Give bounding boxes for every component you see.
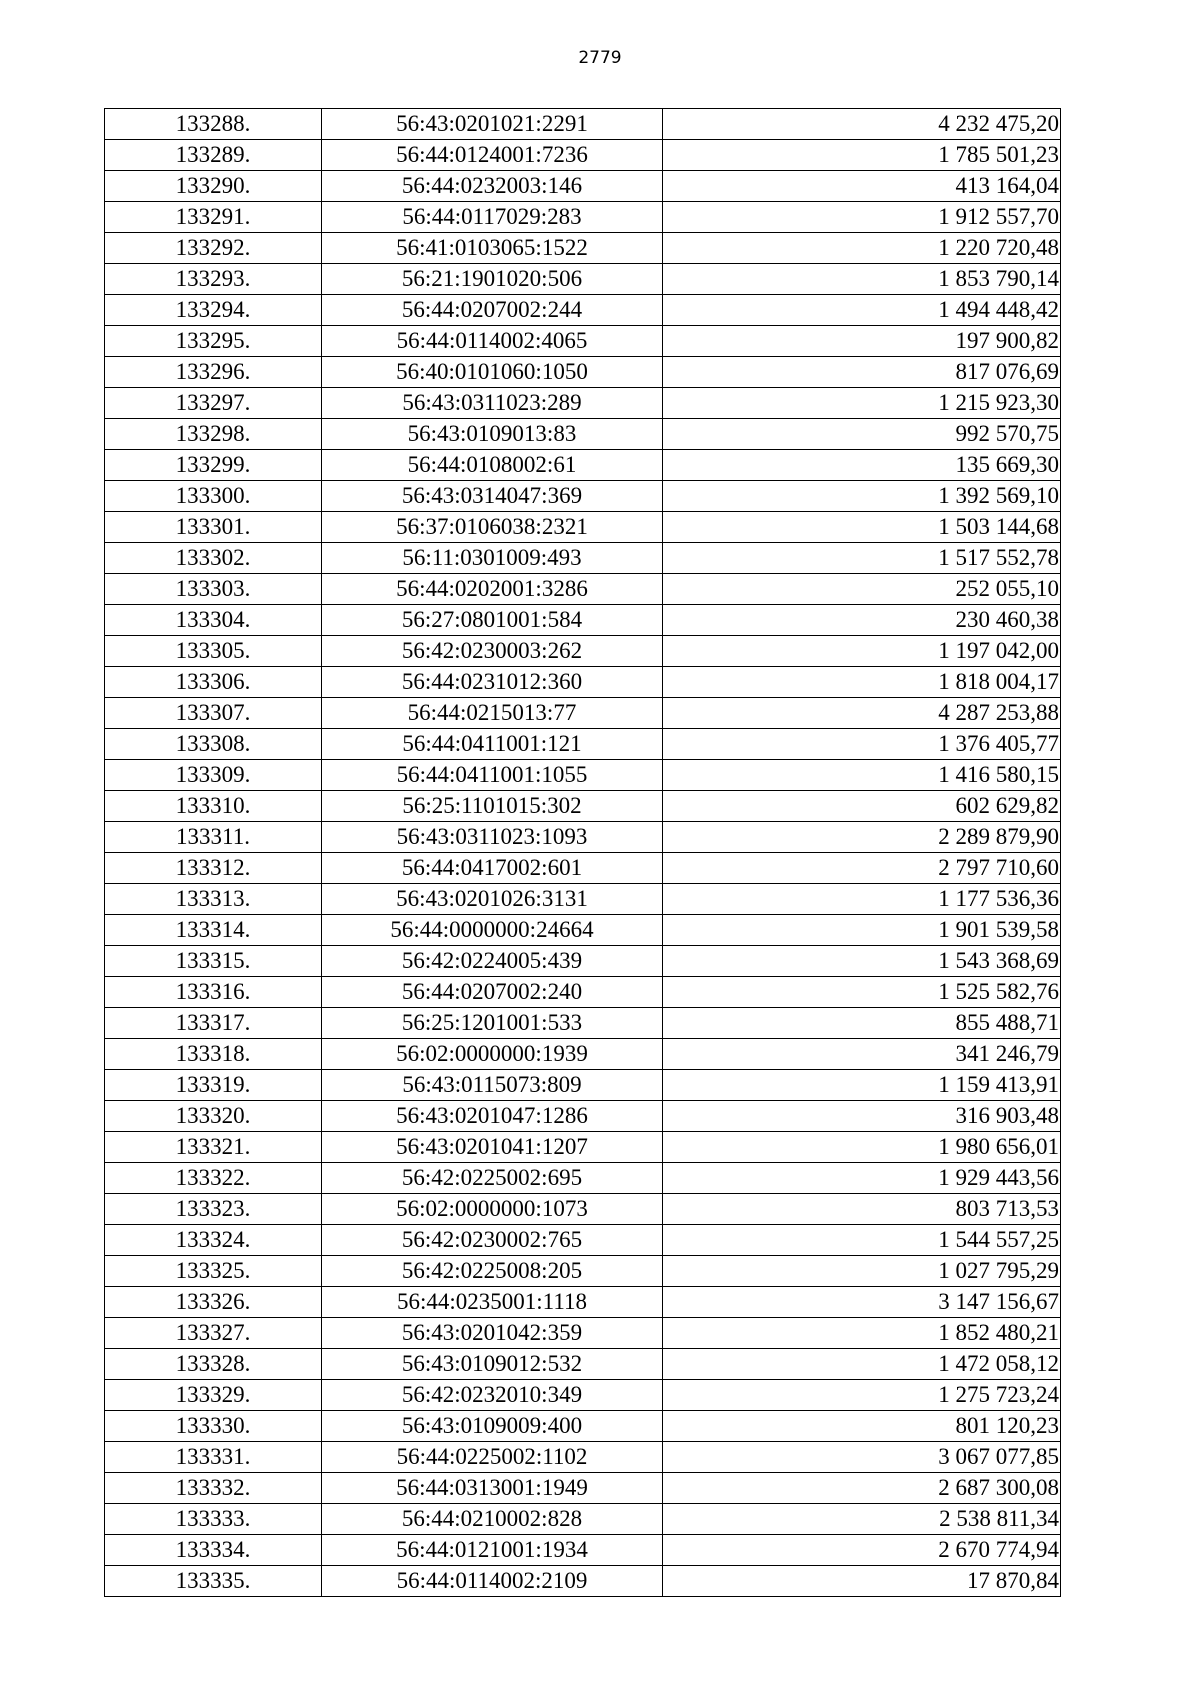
cadastral-number-cell: 56:44:0215013:77 (322, 698, 663, 729)
cadastral-value-cell: 817 076,69 (663, 357, 1061, 388)
cadastral-number-cell: 56:43:0314047:369 (322, 481, 663, 512)
cadastral-number-cell: 56:44:0117029:283 (322, 202, 663, 233)
table-row (105, 1442, 1061, 1473)
cadastral-value-cell: 3 067 077,85 (663, 1442, 1061, 1473)
cadastral-value-cell: 230 460,38 (663, 605, 1061, 636)
table-row (105, 450, 1061, 481)
table-body (105, 109, 1061, 1597)
table-row (105, 760, 1061, 791)
row-number-cell: 133327. (105, 1318, 322, 1349)
cadastral-number-cell: 56:27:0801001:584 (322, 605, 663, 636)
cadastral-number-cell: 56:43:0311023:289 (322, 388, 663, 419)
row-number-cell: 133310. (105, 791, 322, 822)
row-number-cell: 133299. (105, 450, 322, 481)
cadastral-value-cell: 3 147 156,67 (663, 1287, 1061, 1318)
cadastral-number-cell: 56:42:0225002:695 (322, 1163, 663, 1194)
cadastral-number-cell: 56:44:0411001:1055 (322, 760, 663, 791)
table-row (105, 1411, 1061, 1442)
table-row (105, 791, 1061, 822)
row-number-cell: 133329. (105, 1380, 322, 1411)
cadastral-number-cell: 56:44:0231012:360 (322, 667, 663, 698)
cadastral-number-cell: 56:25:1101015:302 (322, 791, 663, 822)
row-number-cell: 133311. (105, 822, 322, 853)
cadastral-number-cell: 56:44:0114002:4065 (322, 326, 663, 357)
page-number: 2779 (578, 48, 622, 68)
cadastral-number-cell: 56:02:0000000:1073 (322, 1194, 663, 1225)
table-row (105, 233, 1061, 264)
table-row (105, 357, 1061, 388)
cadastral-number-cell: 56:43:0109012:532 (322, 1349, 663, 1380)
cadastral-number-cell: 56:37:0106038:2321 (322, 512, 663, 543)
cadastral-number-cell: 56:42:0230002:765 (322, 1225, 663, 1256)
cadastral-value-cell: 1 929 443,56 (663, 1163, 1061, 1194)
row-number-cell: 133304. (105, 605, 322, 636)
cadastral-value-cell: 1 027 795,29 (663, 1256, 1061, 1287)
cadastral-number-cell: 56:40:0101060:1050 (322, 357, 663, 388)
table-row (105, 1349, 1061, 1380)
row-number-cell: 133318. (105, 1039, 322, 1070)
row-number-cell: 133315. (105, 946, 322, 977)
row-number-cell: 133320. (105, 1101, 322, 1132)
table-row (105, 605, 1061, 636)
cadastral-number-cell: 56:41:0103065:1522 (322, 233, 663, 264)
table-row (105, 977, 1061, 1008)
row-number-cell: 133330. (105, 1411, 322, 1442)
row-number-cell: 133309. (105, 760, 322, 791)
cadastral-value-cell: 801 120,23 (663, 1411, 1061, 1442)
cadastral-value-cell: 1 525 582,76 (663, 977, 1061, 1008)
cadastral-number-cell: 56:42:0225008:205 (322, 1256, 663, 1287)
cadastral-value-cell: 4 232 475,20 (663, 109, 1061, 140)
table-row (105, 915, 1061, 946)
cadastral-value-cell: 1 392 569,10 (663, 481, 1061, 512)
table-row (105, 667, 1061, 698)
cadastral-number-cell: 56:44:0417002:601 (322, 853, 663, 884)
cadastral-value-cell: 992 570,75 (663, 419, 1061, 450)
cadastral-number-cell: 56:43:0109009:400 (322, 1411, 663, 1442)
row-number-cell: 133323. (105, 1194, 322, 1225)
row-number-cell: 133306. (105, 667, 322, 698)
cadastral-value-cell: 1 912 557,70 (663, 202, 1061, 233)
table-row (105, 1194, 1061, 1225)
row-number-cell: 133324. (105, 1225, 322, 1256)
row-number-cell: 133290. (105, 171, 322, 202)
cadastral-value-cell: 135 669,30 (663, 450, 1061, 481)
row-number-cell: 133317. (105, 1008, 322, 1039)
cadastral-value-cell: 1 544 557,25 (663, 1225, 1061, 1256)
cadastral-value-cell: 17 870,84 (663, 1566, 1061, 1597)
cadastral-number-cell: 56:43:0109013:83 (322, 419, 663, 450)
cadastral-number-cell: 56:43:0201047:1286 (322, 1101, 663, 1132)
table-row (105, 884, 1061, 915)
cadastral-number-cell: 56:43:0201026:3131 (322, 884, 663, 915)
cadastral-value-cell: 1 416 580,15 (663, 760, 1061, 791)
cadastral-number-cell: 56:44:0210002:828 (322, 1504, 663, 1535)
cadastral-value-cell: 341 246,79 (663, 1039, 1061, 1070)
row-number-cell: 133326. (105, 1287, 322, 1318)
table-row (105, 1070, 1061, 1101)
table-row (105, 698, 1061, 729)
table-row (105, 853, 1061, 884)
cadastral-value-cell: 413 164,04 (663, 171, 1061, 202)
cadastral-value-cell: 316 903,48 (663, 1101, 1061, 1132)
row-number-cell: 133316. (105, 977, 322, 1008)
row-number-cell: 133312. (105, 853, 322, 884)
cadastral-value-cell: 1 376 405,77 (663, 729, 1061, 760)
row-number-cell: 133297. (105, 388, 322, 419)
cadastral-value-cell: 1 215 923,30 (663, 388, 1061, 419)
row-number-cell: 133332. (105, 1473, 322, 1504)
cadastral-value-cell: 2 670 774,94 (663, 1535, 1061, 1566)
row-number-cell: 133322. (105, 1163, 322, 1194)
row-number-cell: 133325. (105, 1256, 322, 1287)
row-number-cell: 133313. (105, 884, 322, 915)
table-row (105, 1535, 1061, 1566)
cadastral-number-cell: 56:44:0114002:2109 (322, 1566, 663, 1597)
cadastral-number-cell: 56:25:1201001:533 (322, 1008, 663, 1039)
table-row (105, 295, 1061, 326)
cadastral-number-cell: 56:44:0124001:7236 (322, 140, 663, 171)
table-row (105, 264, 1061, 295)
table-row (105, 574, 1061, 605)
row-number-cell: 133295. (105, 326, 322, 357)
row-number-cell: 133303. (105, 574, 322, 605)
row-number-cell: 133331. (105, 1442, 322, 1473)
table-row (105, 1039, 1061, 1070)
table-row (105, 140, 1061, 171)
cadastral-number-cell: 56:42:0224005:439 (322, 946, 663, 977)
cadastral-value-cell: 4 287 253,88 (663, 698, 1061, 729)
cadastral-number-cell: 56:42:0232010:349 (322, 1380, 663, 1411)
cadastral-number-cell: 56:43:0311023:1093 (322, 822, 663, 853)
cadastral-number-cell: 56:21:1901020:506 (322, 264, 663, 295)
row-number-cell: 133289. (105, 140, 322, 171)
cadastral-value-cell: 1 901 539,58 (663, 915, 1061, 946)
row-number-cell: 133298. (105, 419, 322, 450)
cadastral-number-cell: 56:44:0235001:1118 (322, 1287, 663, 1318)
table-row (105, 202, 1061, 233)
table-row (105, 481, 1061, 512)
cadastral-value-cell: 1 517 552,78 (663, 543, 1061, 574)
table-row (105, 1380, 1061, 1411)
table-row (105, 543, 1061, 574)
row-number-cell: 133294. (105, 295, 322, 326)
cadastral-value-cell: 1 494 448,42 (663, 295, 1061, 326)
row-number-cell: 133293. (105, 264, 322, 295)
cadastral-number-cell: 56:44:0411001:121 (322, 729, 663, 760)
row-number-cell: 133305. (105, 636, 322, 667)
cadastral-value-cell: 1 275 723,24 (663, 1380, 1061, 1411)
cadastral-value-cell: 2 797 710,60 (663, 853, 1061, 884)
cadastral-number-cell: 56:43:0201021:2291 (322, 109, 663, 140)
row-number-cell: 133321. (105, 1132, 322, 1163)
table-row (105, 1163, 1061, 1194)
cadastral-value-cell: 1 177 536,36 (663, 884, 1061, 915)
row-number-cell: 133300. (105, 481, 322, 512)
row-number-cell: 133292. (105, 233, 322, 264)
cadastral-value-cell: 602 629,82 (663, 791, 1061, 822)
table-row (105, 512, 1061, 543)
table-row (105, 109, 1061, 140)
table-row (105, 1504, 1061, 1535)
table-row (105, 1101, 1061, 1132)
table-row (105, 326, 1061, 357)
row-number-cell: 133335. (105, 1566, 322, 1597)
cadastral-value-cell: 1 980 656,01 (663, 1132, 1061, 1163)
cadastral-number-cell: 56:44:0232003:146 (322, 171, 663, 202)
row-number-cell: 133296. (105, 357, 322, 388)
row-number-cell: 133302. (105, 543, 322, 574)
cadastral-value-cell: 2 687 300,08 (663, 1473, 1061, 1504)
row-number-cell: 133307. (105, 698, 322, 729)
table-row (105, 419, 1061, 450)
row-number-cell: 133314. (105, 915, 322, 946)
cadastral-number-cell: 56:44:0207002:240 (322, 977, 663, 1008)
row-number-cell: 133328. (105, 1349, 322, 1380)
row-number-cell: 133334. (105, 1535, 322, 1566)
row-number-cell: 133291. (105, 202, 322, 233)
cadastral-number-cell: 56:44:0000000:24664 (322, 915, 663, 946)
cadastral-value-cell: 855 488,71 (663, 1008, 1061, 1039)
cadastral-value-cell: 1 818 004,17 (663, 667, 1061, 698)
cadastral-value-cell: 2 538 811,34 (663, 1504, 1061, 1535)
table-row (105, 729, 1061, 760)
row-number-cell: 133308. (105, 729, 322, 760)
row-number-cell: 133333. (105, 1504, 322, 1535)
cadastral-value-cell: 1 220 720,48 (663, 233, 1061, 264)
cadastral-number-cell: 56:11:0301009:493 (322, 543, 663, 574)
table-row (105, 946, 1061, 977)
table-row (105, 1566, 1061, 1597)
cadastral-number-cell: 56:02:0000000:1939 (322, 1039, 663, 1070)
cadastral-number-cell: 56:42:0230003:262 (322, 636, 663, 667)
cadastral-value-cell: 252 055,10 (663, 574, 1061, 605)
table-row (105, 1256, 1061, 1287)
cadastral-value-cell: 1 197 042,00 (663, 636, 1061, 667)
cadastral-number-cell: 56:43:0115073:809 (322, 1070, 663, 1101)
cadastral-number-cell: 56:44:0202001:3286 (322, 574, 663, 605)
table-row (105, 1318, 1061, 1349)
cadastral-value-cell: 2 289 879,90 (663, 822, 1061, 853)
table-row (105, 1287, 1061, 1318)
table-row (105, 636, 1061, 667)
table-row (105, 171, 1061, 202)
table-row (105, 1008, 1061, 1039)
cadastral-number-cell: 56:44:0313001:1949 (322, 1473, 663, 1504)
cadastral-number-cell: 56:44:0108002:61 (322, 450, 663, 481)
cadastral-value-table (104, 108, 1061, 1597)
row-number-cell: 133288. (105, 109, 322, 140)
row-number-cell: 133301. (105, 512, 322, 543)
cadastral-value-cell: 1 503 144,68 (663, 512, 1061, 543)
cadastral-value-cell: 1 853 790,14 (663, 264, 1061, 295)
cadastral-value-cell: 1 785 501,23 (663, 140, 1061, 171)
table-row (105, 1132, 1061, 1163)
table-row (105, 822, 1061, 853)
cadastral-number-cell: 56:44:0121001:1934 (322, 1535, 663, 1566)
table-row (105, 1473, 1061, 1504)
table-row (105, 388, 1061, 419)
cadastral-value-cell: 197 900,82 (663, 326, 1061, 357)
cadastral-number-cell: 56:44:0207002:244 (322, 295, 663, 326)
cadastral-number-cell: 56:44:0225002:1102 (322, 1442, 663, 1473)
table-row (105, 1225, 1061, 1256)
cadastral-value-cell: 1 852 480,21 (663, 1318, 1061, 1349)
cadastral-value-cell: 803 713,53 (663, 1194, 1061, 1225)
cadastral-value-cell: 1 543 368,69 (663, 946, 1061, 977)
cadastral-number-cell: 56:43:0201041:1207 (322, 1132, 663, 1163)
cadastral-number-cell: 56:43:0201042:359 (322, 1318, 663, 1349)
row-number-cell: 133319. (105, 1070, 322, 1101)
cadastral-value-cell: 1 159 413,91 (663, 1070, 1061, 1101)
cadastral-value-cell: 1 472 058,12 (663, 1349, 1061, 1380)
